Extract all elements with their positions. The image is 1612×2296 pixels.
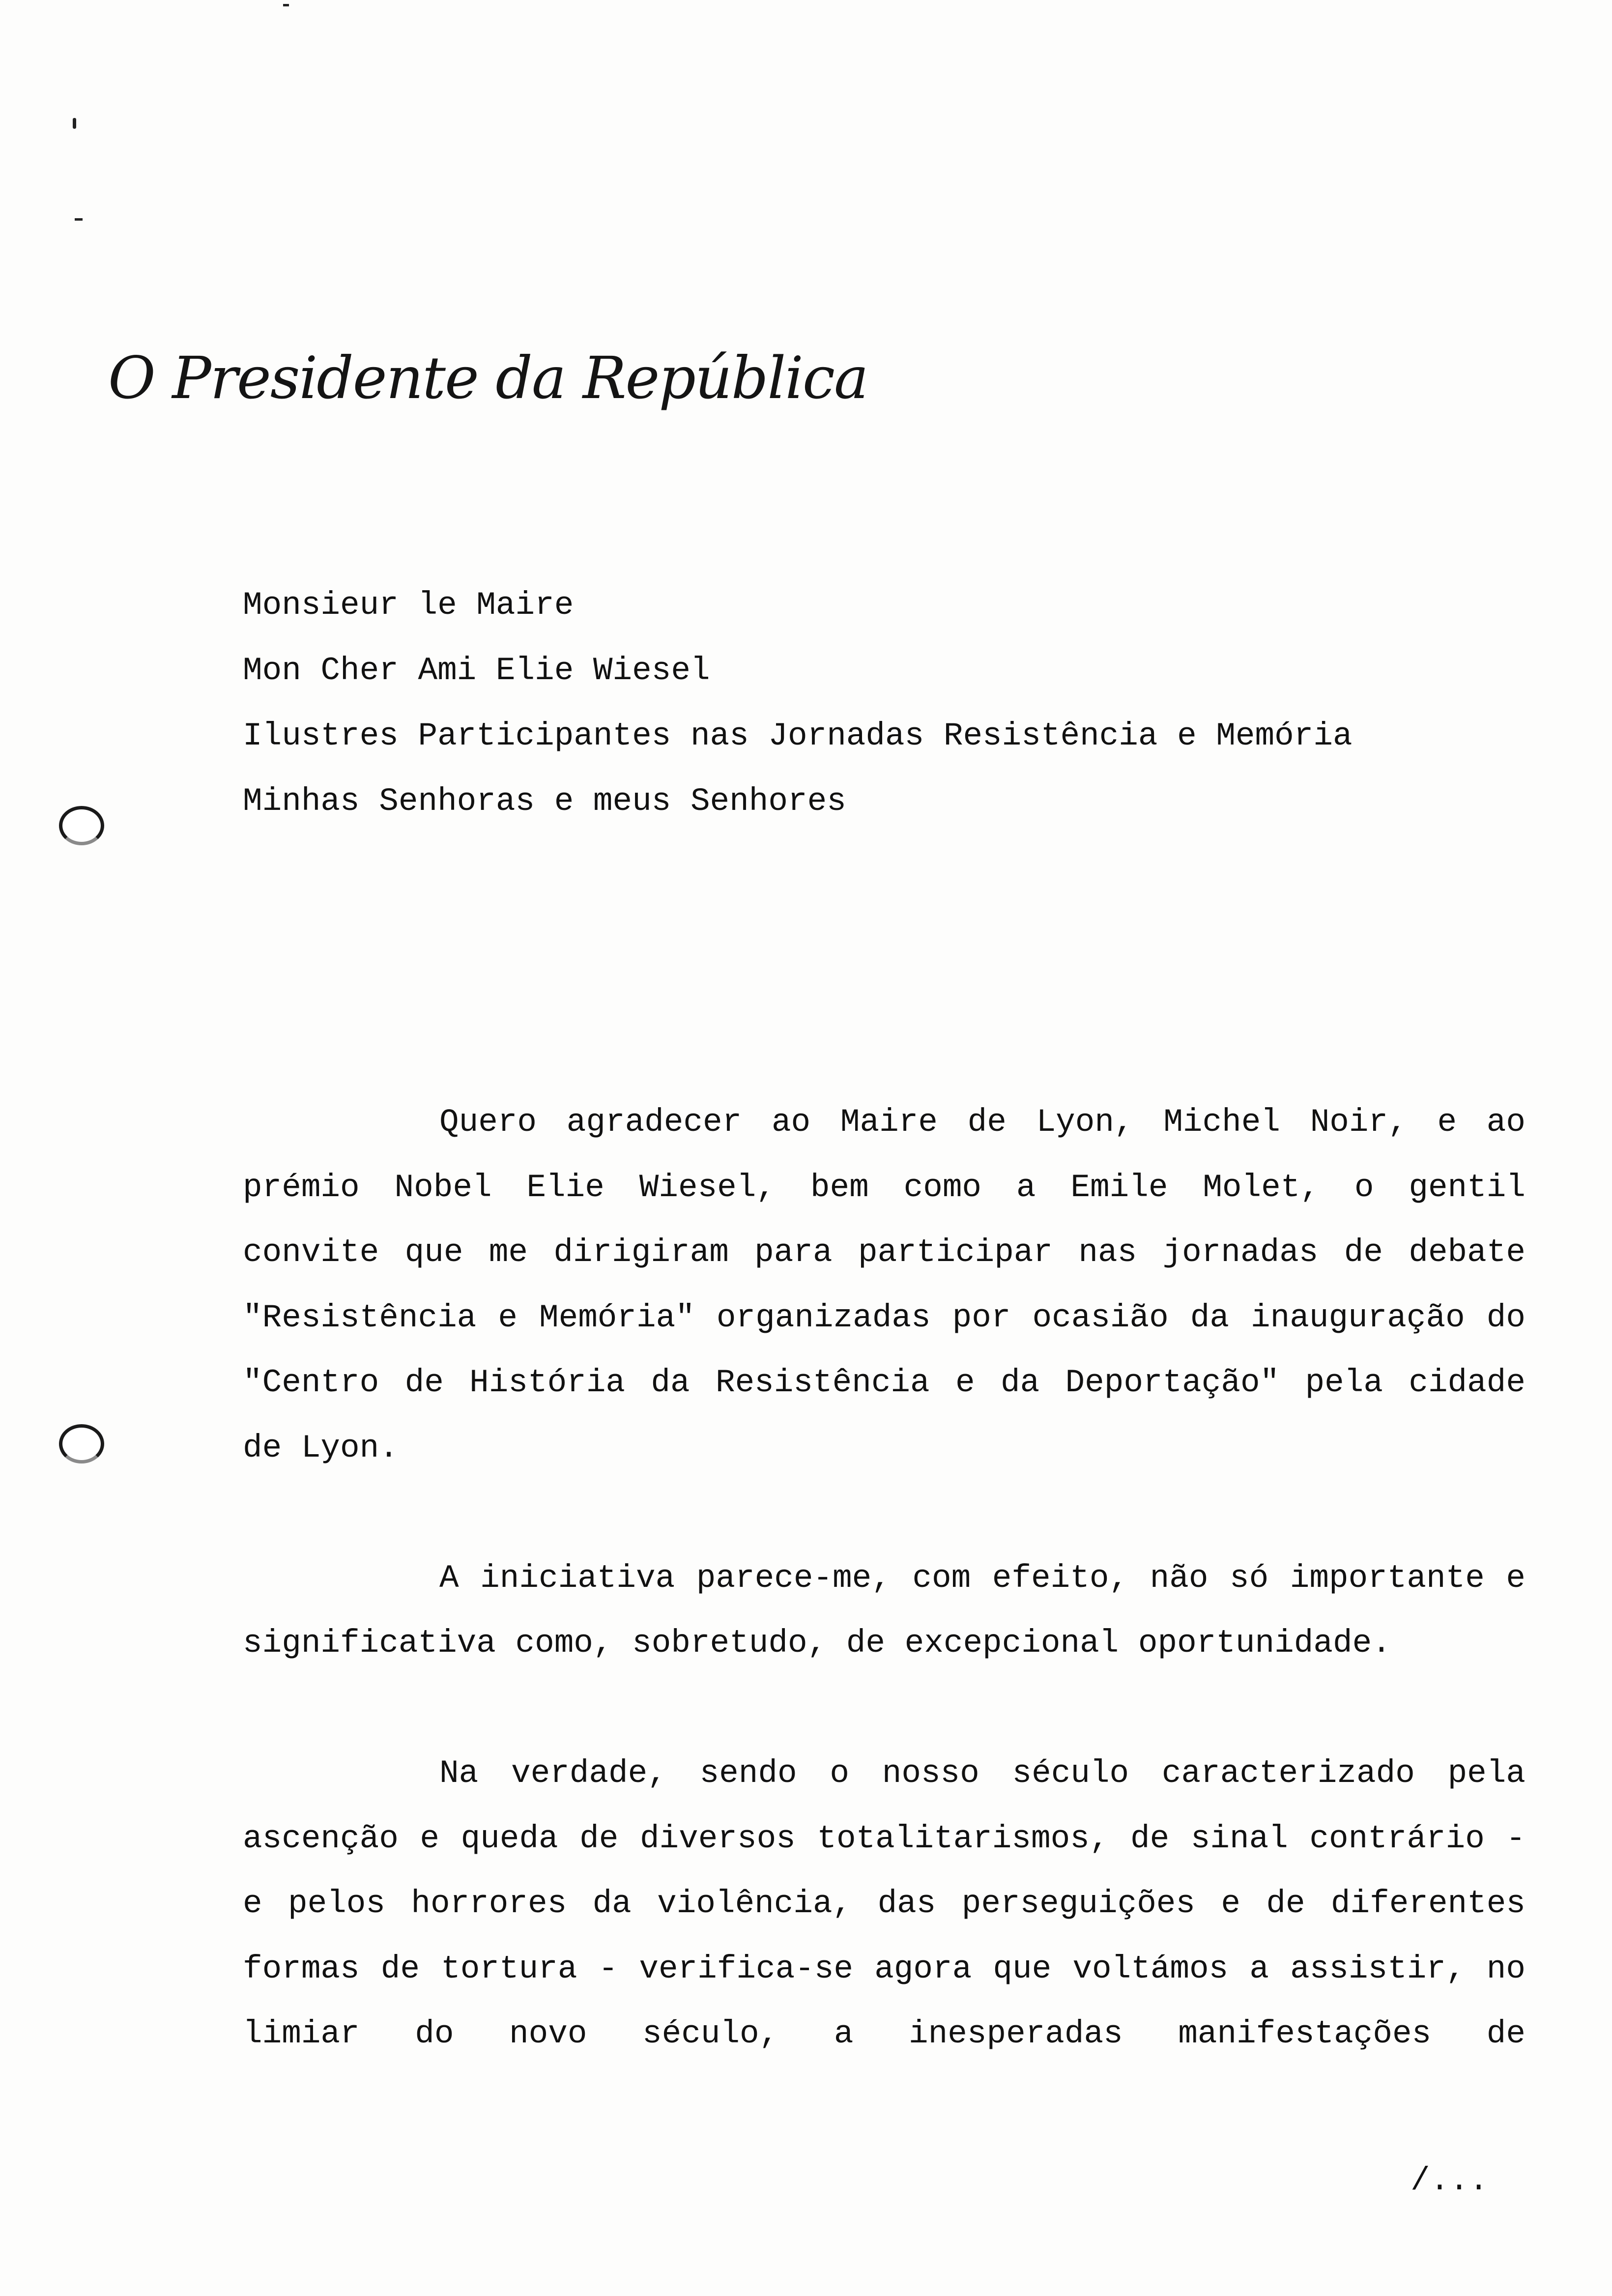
punch-hole xyxy=(59,1424,104,1464)
salutation-line: Minhas Senhoras e meus Senhores xyxy=(243,783,846,820)
body-paragraph: Quero agradecer ao Maire de Lyon, Michel Noir, e ao prémio Nobel Elie Wiesel, bem como a Emile Molet, o gentil convite que me dirigiram para participar nas jornadas de debate "Resistência e Memória" organizadas por ocasião da inauguração do "Centro de História da Resistência e da Deportação" pela cidade de Lyon. xyxy=(243,1104,1526,1466)
letterhead-title: O Presidente da República xyxy=(108,344,868,412)
scan-speck xyxy=(73,118,76,129)
body-paragraph: Na verdade, sendo o nosso século caracterizado pela ascenção e queda de diversos totalitarismos, de sinal contrário - e pelos horrores da violência, das perseguições e de diferentes formas de tortura - verifica-se agora que voltámos a assistir, no limiar do novo século, a inesperadas manifestações de xyxy=(243,1755,1526,2052)
salutation-line: Monsieur le Maire xyxy=(243,587,574,624)
punch-hole xyxy=(59,806,104,845)
scan-speck xyxy=(75,218,83,221)
letter-body xyxy=(243,1090,1526,2132)
salutation-line: Mon Cher Ami Elie Wiesel xyxy=(243,652,710,689)
scan-speck xyxy=(283,4,289,6)
continuation-mark: /... xyxy=(1410,2162,1489,2199)
salutation-line: Ilustres Participantes nas Jornadas Resistência e Memória xyxy=(243,718,1353,754)
salutation-block xyxy=(243,573,1570,834)
body-paragraph: A iniciativa parece-me, com efeito, não só importante e significativa como, sobretudo, de excepcional oportunidade. xyxy=(243,1559,1526,1662)
